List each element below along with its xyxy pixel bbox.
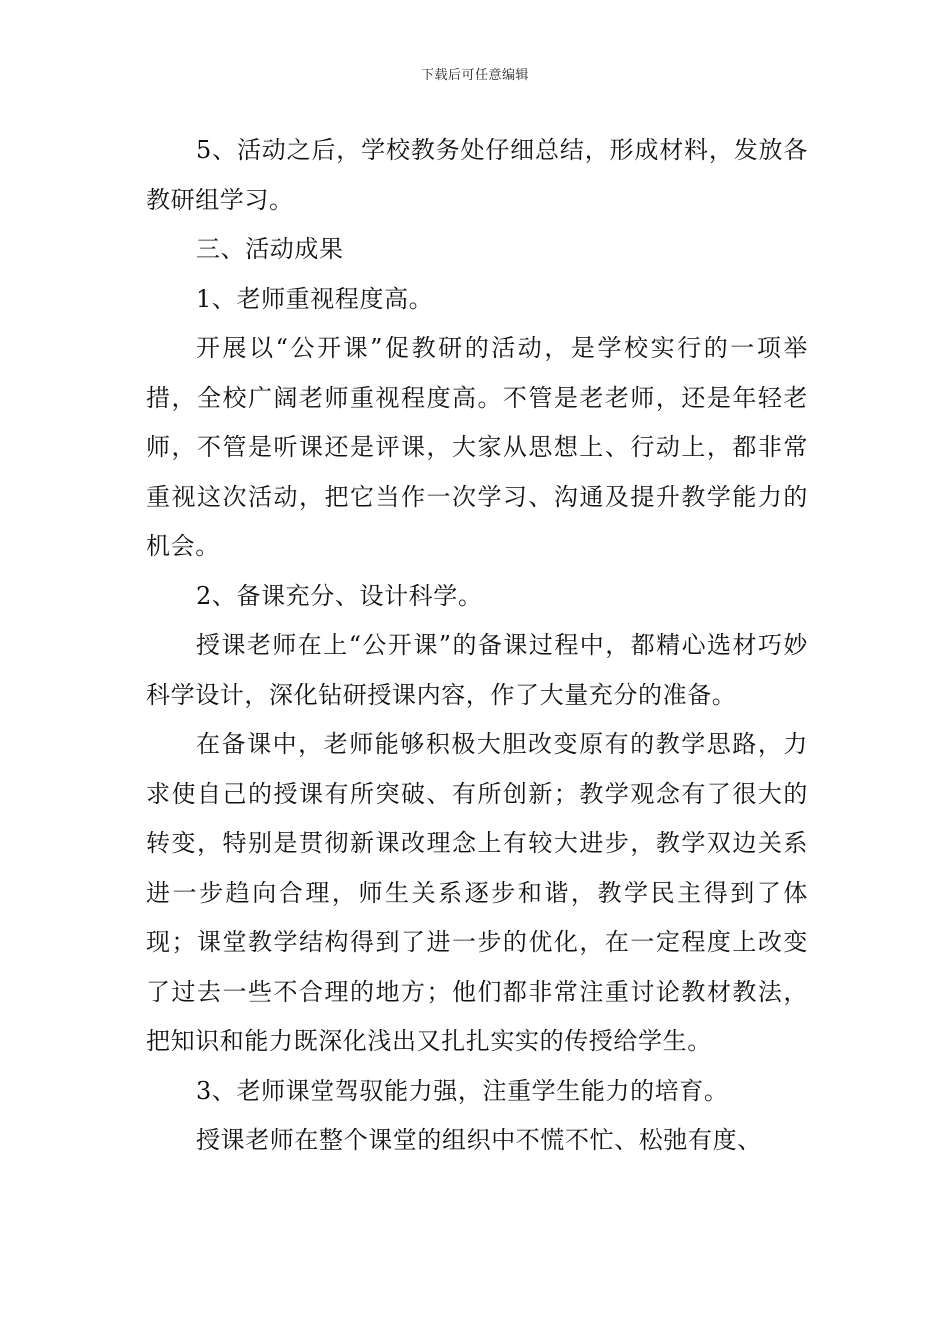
document-body <box>146 126 808 1166</box>
page-header-note: 下载后可任意编辑 <box>420 68 529 83</box>
paragraph-lesson-preparation: 授课老师在上“公开课”的备课过程中，都精心选材巧妙科学设计，深化钻研授课内容，作了大量充分的准备。 <box>146 631 808 709</box>
paragraph-activity-summary: 5、活动之后，学校教务处仔细总结，形成材料，发放各教研组学习。 <box>146 136 808 214</box>
section-heading-results: 三、活动成果 <box>196 235 344 263</box>
paragraph-teaching-reform: 在备课中，老师能够积极大胆改变原有的教学思路，力求使自己的授课有所突破、有所创新；教学观念有了很大的转变，特别是贯彻新课改理念上有较大进步，教学双边关系进一步趋向合理，师生关系逐步和谐，教学民主得到了体现；课堂教学结构得到了进一步的优化，在一定程度上改变了过去一些不合理的地方；他们都非常注重讨论教材教法，把知识和能力既深化浅出又扎扎实实的传授给学生。 <box>146 730 808 1055</box>
subheading-classroom-control: 3、老师课堂驾驭能力强，注重学生能力的培育。 <box>196 1076 729 1105</box>
subheading-teacher-attention: 1、老师重视程度高。 <box>196 284 434 313</box>
subheading-lesson-preparation: 2、备课充分、设计科学。 <box>196 581 483 610</box>
paragraph-classroom-control: 授课老师在整个课堂的组织中不慌不忙、松弛有度、 <box>196 1126 762 1154</box>
paragraph-teacher-attention: 开展以“公开课”促教研的活动，是学校实行的一项举措，全校广阔老师重视程度高。不管是老老师，还是年轻老师，不管是听课还是评课，大家从思想上、行动上，都非常重视这次活动，把它当作一次学习、沟通及提升教学能力的机会。 <box>146 334 808 560</box>
